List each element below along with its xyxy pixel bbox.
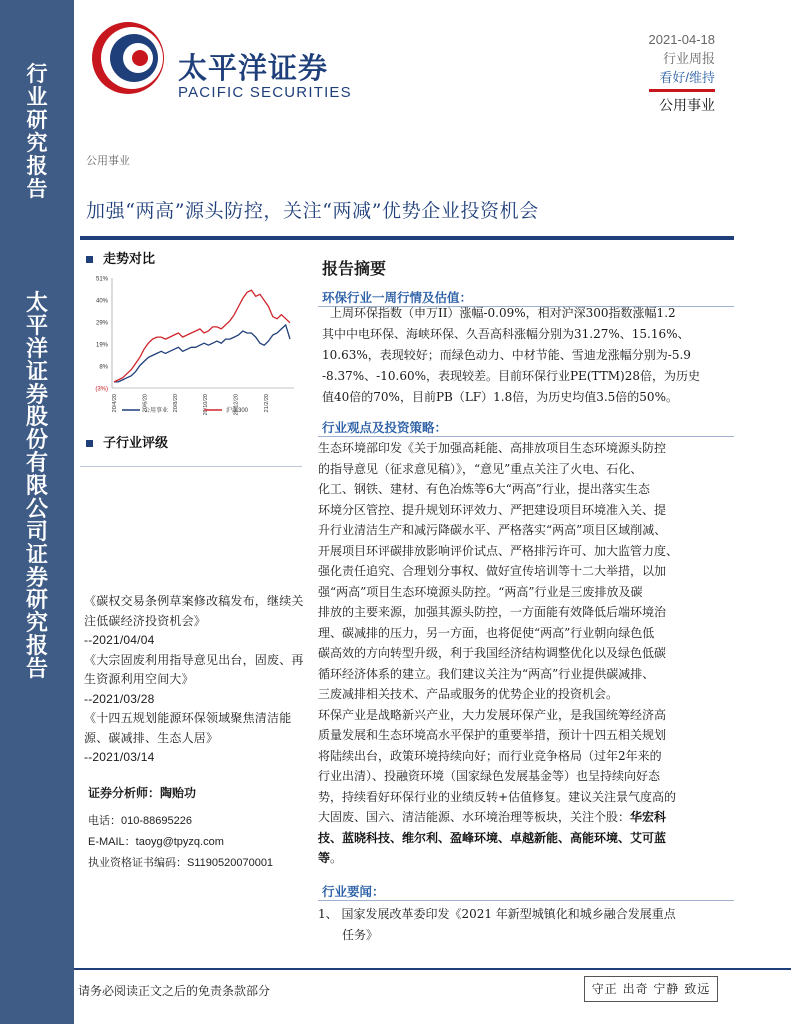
sidebar-char: 报 <box>25 633 48 660</box>
footer-divider <box>74 968 791 970</box>
text-segment: 大固废、国六、清洁能源、水环境治理等板块，关注个股： <box>318 810 631 824</box>
y-tick-label: (3%) <box>95 386 108 393</box>
text-line: 强化责任追究、合理划分事权、做好宣传培训等十二大举措，以加 <box>318 564 667 578</box>
sidebar-char: 太 <box>25 290 48 316</box>
abstract-heading: 报告摘要 <box>322 259 387 278</box>
related-report-date: --2021/03/28 <box>84 691 155 706</box>
sidebar-char: 平 <box>25 312 48 339</box>
sidebar-char: 研 <box>26 107 48 133</box>
text-line: 三废减排相关技术、产品或服务的优势企业的投资机会。 <box>318 687 619 701</box>
y-tick-label: 19% <box>95 342 108 349</box>
y-tick-label: 40% <box>95 298 108 305</box>
x-tick-label: 21/2/20 <box>264 394 270 413</box>
sub-rating-divider <box>80 466 302 467</box>
sidebar-char: 报 <box>26 153 48 179</box>
news-heading: 行业要闻： <box>322 884 385 899</box>
x-tick-label: 20/12/20 <box>233 394 240 416</box>
sidebar-char: 洋 <box>25 335 48 362</box>
news-item-continued: 任务》 <box>342 928 379 942</box>
sub-rating-heading-text: 子行业评级 <box>103 436 169 451</box>
analyst-info <box>88 784 310 874</box>
report-meta <box>649 30 716 116</box>
sidebar-char: 业 <box>26 84 48 110</box>
text-line: 势，持续看好环保行业的业绩反转+估值修复。建议关注景气度高的 <box>318 789 677 804</box>
text-line: 理、碳减排的压力，另一方面，也将促使“两高”行业朝向绿色低 <box>318 625 655 640</box>
x-tick-label: 20/6/20 <box>142 394 149 413</box>
y-tick-label: 29% <box>95 320 108 327</box>
square-bullet-icon <box>86 440 93 447</box>
related-report-title[interactable]: 《大宗固废利用指导意见出台，固废、再生资源利用空间大》 <box>84 652 304 686</box>
y-tick-label: 51% <box>95 276 108 283</box>
text-line: 升行业清洁生产和减污降碳水平、严格落实“两高”项目区域削减、 <box>318 523 667 537</box>
sub-rating-heading <box>86 432 168 451</box>
sidebar-char: 公 <box>25 495 48 522</box>
report-type: 行业周报 <box>662 51 715 66</box>
related-report-title[interactable]: 《碳权交易条例草案修改稿发布，继续关注低碳经济投资机会》 <box>84 594 304 628</box>
text-line <box>318 807 730 828</box>
text-line: 排放的主要来源，加强其源头防控，一方面能有效降低后端环境治 <box>318 605 667 619</box>
x-tick-label: 20/10/20 <box>203 394 210 416</box>
related-report-date: --2021/04/04 <box>84 633 155 647</box>
weekly-market-text <box>322 303 742 408</box>
y-tick-label: 8% <box>99 364 108 371</box>
sidebar-char: 究 <box>26 130 48 156</box>
recommended-stocks: 等 <box>318 851 331 865</box>
section-divider <box>318 900 734 901</box>
square-bullet-icon <box>86 256 93 263</box>
related-report-date: --2021/03/14 <box>84 750 155 764</box>
series-line <box>114 290 290 382</box>
title-divider <box>80 236 734 240</box>
brand-name-cn: 太平洋证券 <box>178 51 329 85</box>
sector-label: 公用事业 <box>86 155 130 167</box>
trend-heading <box>86 248 155 267</box>
analyst-phone: 电话：010-88695226 <box>88 815 192 827</box>
text-segment: 。 <box>330 851 343 865</box>
text-line: 值40倍的70%，目前PB（LF）1.8倍，为历史均值3.5倍的50%。 <box>322 390 678 404</box>
text-line: 10.63%，表现较好；而绿色动力、中材节能、雪迪龙涨幅分别为-5.9 <box>322 348 691 362</box>
text-line: 环保产业是战略新兴产业，大力发展环保产业，是我国统筹经济高 <box>318 707 667 722</box>
sidebar-char: 究 <box>25 610 48 637</box>
text-line: 上周环保指数（申万II）涨幅-0.09%，相对沪深300指数涨幅1.2 <box>330 306 676 320</box>
sidebar-char: 股 <box>25 404 48 431</box>
analyst-license: 执业资格证书编码：S1190520070001 <box>88 857 274 869</box>
text-line: 碳高效的方向转型升级，利于我国经济结构调整优化以及绿色低碳 <box>318 646 667 660</box>
text-line <box>318 828 730 849</box>
text-line: 将陆续出台，政策环境持续向好；而行业竞争格局（过年2年来的 <box>318 748 662 763</box>
report-date: 2021-04-18 <box>648 32 715 47</box>
sidebar-company-name <box>0 292 74 681</box>
text-line: 行业出清）、投融资环境（国家绿色发展基金等）也呈持续向好态 <box>318 769 661 783</box>
x-tick-label: 20/8/20 <box>172 394 179 413</box>
sidebar-char: 券 <box>25 564 48 591</box>
analyst-email[interactable]: E-MAIL：taoyg@tpyzq.com <box>88 836 224 848</box>
sidebar-char: 司 <box>25 518 48 545</box>
text-line: 生态环境部印发《关于加强高耗能、高排放项目生态环境源头防控 <box>318 441 667 455</box>
recommended-stocks: 华宏科 <box>630 810 667 824</box>
industry-rating: 看好/维持 <box>649 68 716 92</box>
text-line: 开展项目环评碳排放影响评价试点、严格排污许可、加大监管力度、 <box>318 543 679 558</box>
sidebar-char: 告 <box>25 656 48 682</box>
strategy-text <box>318 438 730 869</box>
disclaimer-text: 请务必阅读正文之后的免责条款部分 <box>78 984 271 998</box>
text-line: 其中中电环保、海峡环保、久吾高科涨幅分别为31.27%、15.16%、 <box>322 327 690 341</box>
report-sector: 公用事业 <box>659 97 715 113</box>
pacific-securities-logo-icon <box>88 18 168 98</box>
news-list <box>318 904 738 946</box>
trend-chart <box>82 270 304 422</box>
section-divider <box>318 436 734 437</box>
series-line <box>114 325 290 382</box>
brand-name-en: PACIFIC SECURITIES <box>178 84 352 101</box>
text-line: 化工、钢铁、建材、有色冶炼等6大“两高”行业，提出落实生态 <box>318 482 650 496</box>
legend-label: 沪深300 <box>226 408 249 414</box>
recommended-stocks: 技、蓝晓科技、维尔利、盈峰环境、卓越新能、高能环境、艾可蓝 <box>318 830 667 845</box>
news-item: 1、 国家发展改革委印发《2021 年新型城镇化和城乡融合发展重点 <box>318 907 676 921</box>
sidebar-char: 研 <box>25 587 48 614</box>
report-title: 加强“两高”源头防控，关注“两减”优势企业投资机会 <box>86 200 539 222</box>
text-line <box>318 848 730 869</box>
related-reports <box>84 592 306 768</box>
strategy-heading: 行业观点及投资策略： <box>322 420 448 435</box>
text-line: 质量发展和生态环境高水平保护的重要举措，预计十四五相关规划 <box>318 728 667 742</box>
text-line: 的指导意见（征求意见稿）》，“意见”重点关注了火电、石化、 <box>318 461 643 476</box>
text-line: 循环经济体系的建立。我们建议关注为“两高”行业提供碳减排、 <box>318 666 655 681</box>
trend-heading-text: 走势对比 <box>103 252 156 267</box>
text-line: -8.37%、-10.60%，表现较差。目前环保行业PE(TTM)28倍，为历史 <box>322 369 700 383</box>
sidebar-char: 告 <box>26 176 48 202</box>
company-motto: 守正 出奇 宁静 致远 <box>584 976 718 1002</box>
weekly-market-heading: 环保行业一周行情及估值： <box>322 290 473 305</box>
sidebar-char: 证 <box>25 358 48 385</box>
sidebar-char: 限 <box>25 473 48 499</box>
sidebar-report-category <box>0 62 74 201</box>
related-report-title[interactable]: 《十四五规划能源环保领域聚焦清洁能源、碳减排、生态人居》 <box>84 711 292 745</box>
legend-label: 公用事业 <box>144 408 169 414</box>
analyst-name: 证券分析师：陶贻功 <box>88 786 197 800</box>
text-line: 环境分区管控、提升规划环评效力、严把建设项目环境准入关、提 <box>318 502 667 517</box>
x-tick-label: 20/4/20 <box>112 394 118 413</box>
sidebar-char: 有 <box>25 450 48 477</box>
sidebar-char: 证 <box>25 541 48 568</box>
text-line: 强“两高”项目生态环境源头防控。“两高”行业是三废排放及碳 <box>318 584 643 599</box>
sidebar-char: 份 <box>25 427 48 454</box>
sidebar-char: 行 <box>26 61 48 86</box>
sidebar-char: 券 <box>25 381 48 408</box>
